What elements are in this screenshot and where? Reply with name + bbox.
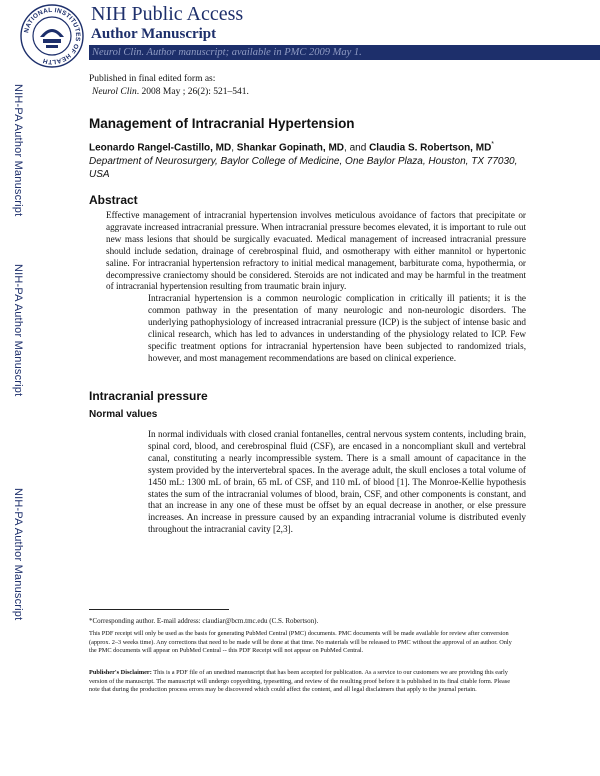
citation-details: . 2008 May ; 26(2): 521–541. bbox=[136, 87, 249, 97]
publisher-disclaimer bbox=[89, 669, 513, 695]
availability-text: Neurol Clin. Author manuscript; available in PMC 2009 May 1. bbox=[92, 47, 362, 58]
abstract-text: Effective management of intracranial hypertension involves meticulous avoidance of factors that precipitate or aggravate increased intracranial pressure. When intracranial pressure becomes elevated, it is important to rule out new mass lesions that should be surgically evacuated. Medical management of increased intracranial pressure should include sedation, drainage of cerebrospinal fluid, and osmotherapy with either mannitol or hypertonic saline. For intracranial hypertension refractory to initial medical management, barbiturate coma, hypothermia, or decompressive craniectomy should be considered. Steroids are not indicated and may be harmful in the treatment of intracranial hypertension resulting from traumatic brain injury. bbox=[106, 210, 526, 292]
corresponding-mark: * bbox=[491, 141, 495, 148]
repository-title: NIH Public Access bbox=[91, 3, 244, 25]
author-separator: , and bbox=[344, 142, 370, 154]
section-heading: Intracranial pressure bbox=[89, 389, 208, 403]
side-watermark-middle: NIH-PA Author Manuscript bbox=[12, 264, 24, 397]
nih-seal-icon bbox=[20, 4, 84, 68]
affiliation: Department of Neurosurgery, Baylor College of Medicine, One Baylor Plaza, Houston, TX 77030, USA bbox=[89, 156, 518, 180]
correspondence-footnote: *Corresponding author. E-mail address: claudiar@bcm.tmc.edu (C.S. Robertson). bbox=[89, 617, 319, 625]
logo-ring-text: NATIONAL INSTITUTES OF HEALTH bbox=[23, 6, 82, 66]
citation bbox=[92, 86, 249, 98]
svg-text:NATIONAL INSTITUTES OF HEALTH bbox=[23, 7, 81, 65]
published-label: Published in final edited form as: bbox=[89, 74, 216, 84]
author-1: Leonardo Rangel-Castillo, MD bbox=[89, 142, 232, 154]
abstract-heading: Abstract bbox=[89, 193, 138, 207]
side-watermark-bottom: NIH-PA Author Manuscript bbox=[12, 488, 24, 621]
author-list bbox=[89, 141, 494, 153]
side-watermark-top: NIH-PA Author Manuscript bbox=[12, 84, 24, 217]
pdf-receipt-note: This PDF receipt will only be used as the basis for generating PubMed Central (PMC) documents. PMC documents will be made available for review after conversion (approx. 2–3 weeks time). Any corrections that need to be made will be done at that time. No materials will be released to PMC without the approval of an author. Only the PMC documents will appear on PubMed Central -- this PDF Receipt will not appear on PubMed Central. bbox=[89, 630, 512, 655]
disclaimer-label: Publisher's Disclaimer: bbox=[89, 669, 152, 676]
author-separator: , bbox=[231, 142, 237, 154]
footnote-divider bbox=[89, 609, 229, 610]
body-paragraph: In normal individuals with closed cranial fontanelles, central nervous system contents, including brain, spinal cord, blood, and cerebrospinal fluid (CSF), are encased in a noncompliant skull and vertebral canal, constituting a nearly incompressible system. There is a small amount of capacitance in the system provided by the intervertebral spaces. In the average adult, the skull encloses a total volume of 1450 mL: 1300 mL of brain, 65 mL of CSF, and 110 mL of blood [1]. The Monroe-Kellie hypothesis states the sum of the intracranial volumes of blood, brain, CSF, and other components is constant, and that an increase in any one of these must be offset by an equal decrease in another, or else pressure increases. An increase in pressure caused by an expanding intracranial volume is distributed evenly throughout the intracranial cavity [2,3]. bbox=[148, 429, 526, 535]
manuscript-type: Author Manuscript bbox=[91, 26, 217, 42]
disclaimer-text: This is a PDF file of an unedited manuscript that has been accepted for publication. As a service to our customers we are providing this early version of the manuscript. The manuscript will undergo copyediting, typesetting, and review of the resulting proof before it is published in its final citable form. Please note that during the production process errors may be discovered which could affect the content, and all legal disclaimers that apply to the journal pertain. bbox=[89, 669, 511, 694]
article-title: Management of Intracranial Hypertension bbox=[89, 116, 355, 131]
author-2: Shankar Gopinath, MD bbox=[236, 142, 345, 154]
intro-paragraph: Intracranial hypertension is a common neurologic complication in critically ill patients; it is the common pathway in the presentation of many neurologic and non-neurologic disorders. The underlying pathophysiology of increased intracranial pressure (ICP) is the subject of intense basic and clinical research, which has led to advances in understanding of the physiology related to ICP. Few specific treatment options for intracranial hypertension have been subjected to randomized trials, however, and most management recommendations are based on clinical experience. bbox=[148, 293, 526, 363]
subsection-heading: Normal values bbox=[89, 409, 158, 420]
author-3: Claudia S. Robertson, MD bbox=[369, 142, 492, 154]
journal-name: Neurol Clin bbox=[92, 87, 137, 97]
